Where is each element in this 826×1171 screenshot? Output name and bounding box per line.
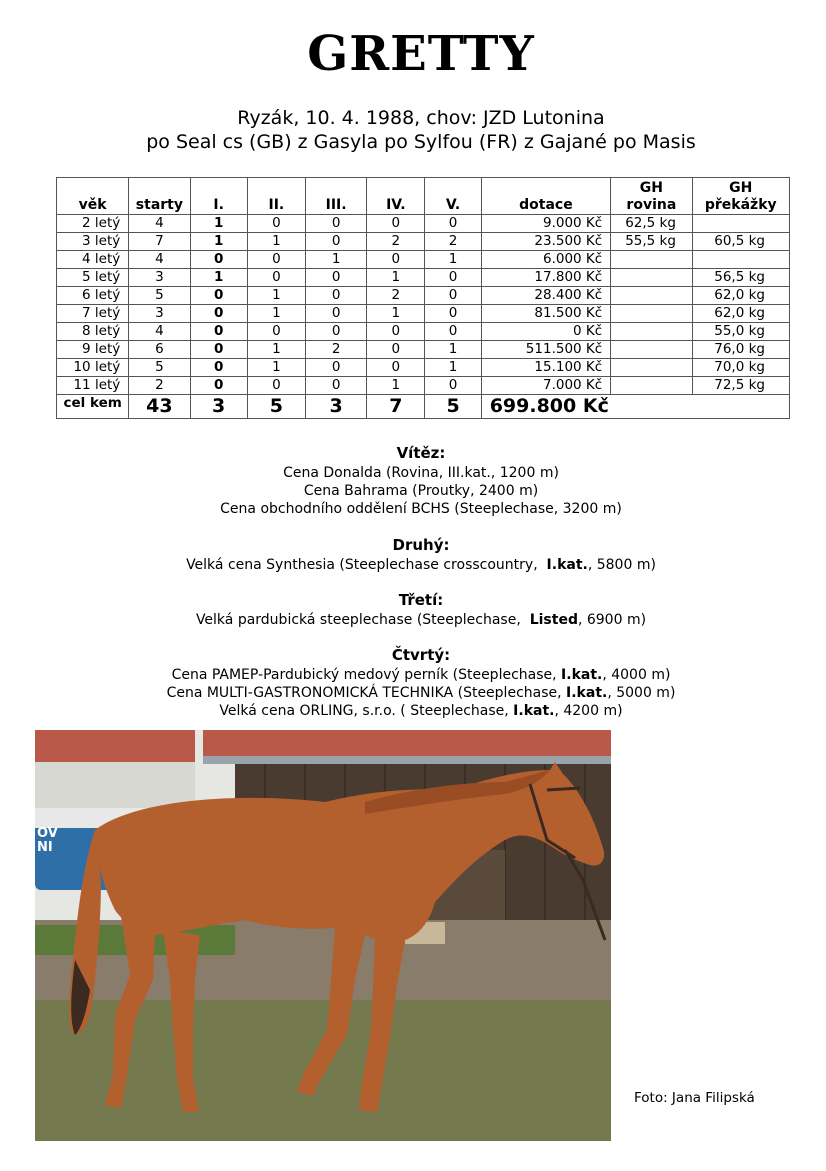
photo-credit: Foto: Jana Filipská <box>634 1090 755 1106</box>
column-header: I. <box>190 178 247 215</box>
table-cell: 0 <box>305 305 366 323</box>
race-entry-text: , 5000 m) <box>607 685 676 701</box>
column-header: GH překážky <box>692 178 789 215</box>
table-cell: 0 <box>190 251 247 269</box>
table-row <box>57 323 790 341</box>
race-entry <box>0 684 826 702</box>
table-cell: 0 <box>305 269 366 287</box>
pedigree-line: po Seal cs (GB) z Gasyla po Sylfou (FR) z Gajané po Masis <box>146 131 696 153</box>
race-entry-text: Listed <box>529 612 578 628</box>
table-cell: 0 <box>190 359 247 377</box>
table-cell: 1 <box>247 287 305 305</box>
table-cell: 1 <box>425 359 481 377</box>
total-cell: 3 <box>190 395 247 419</box>
column-header: dotace <box>481 178 611 215</box>
table-row <box>57 215 790 233</box>
table-cell: 0 <box>305 359 366 377</box>
table-cell: 0 <box>425 305 481 323</box>
roof-left <box>35 730 195 762</box>
table-cell: 0 Kč <box>481 323 611 341</box>
table-cell: 0 <box>190 287 247 305</box>
race-entry-text: Cena obchodního oddělení BCHS (Steeplechase, 3200 m) <box>220 501 622 517</box>
table-cell: 10 letý <box>57 359 129 377</box>
table-row <box>57 233 790 251</box>
table-cell: 9 letý <box>57 341 129 359</box>
table-cell: 1 <box>425 251 481 269</box>
table-cell: 9.000 Kč <box>481 215 611 233</box>
table-cell: 76,0 kg <box>692 341 789 359</box>
table-cell: 0 <box>367 341 425 359</box>
table-cell <box>692 251 789 269</box>
result-section <box>0 536 826 574</box>
table-cell: 56,5 kg <box>692 269 789 287</box>
table-cell <box>611 287 692 305</box>
total-cell: 5 <box>247 395 305 419</box>
table-cell: 2 letý <box>57 215 129 233</box>
total-cell: 699.800 Kč <box>481 395 789 419</box>
table-cell: 7 <box>129 233 190 251</box>
section-heading: Druhý: <box>392 536 450 554</box>
table-cell: 7 letý <box>57 305 129 323</box>
table-row <box>57 287 790 305</box>
total-row <box>57 395 790 419</box>
table-cell: 0 <box>247 251 305 269</box>
table-cell: 0 <box>425 377 481 395</box>
table-cell: 1 <box>367 377 425 395</box>
race-entry-text: Cena PAMEP-Pardubický medový perník (Steeplechase, <box>171 667 562 683</box>
table-cell: 1 <box>367 305 425 323</box>
table-cell: 28.400 Kč <box>481 287 611 305</box>
race-entry-text: , 5800 m) <box>587 557 656 573</box>
table-cell: 0 <box>367 251 425 269</box>
table-cell: 23.500 Kč <box>481 233 611 251</box>
table-cell: 5 <box>129 359 190 377</box>
table-cell: 2 <box>425 233 481 251</box>
table-cell: 0 <box>190 341 247 359</box>
table-cell: 1 <box>367 269 425 287</box>
table-row <box>57 341 790 359</box>
column-header: III. <box>305 178 366 215</box>
table-cell: 60,5 kg <box>692 233 789 251</box>
table-cell: 15.100 Kč <box>481 359 611 377</box>
table-cell: 0 <box>190 323 247 341</box>
table-cell: 0 <box>305 323 366 341</box>
horse-info-line: Ryzák, 10. 4. 1988, chov: JZD Lutonina <box>237 107 605 129</box>
table-cell: 0 <box>305 377 366 395</box>
table-cell: 5 <box>129 287 190 305</box>
table-cell: 2 <box>305 341 366 359</box>
table-cell: 0 <box>425 323 481 341</box>
section-heading: Vítěz: <box>396 444 446 462</box>
race-entry-text: Cena MULTI-GASTRONOMICKÁ TECHNIKA (Steeplechase, <box>166 685 567 701</box>
table-header-row <box>57 178 790 215</box>
table-cell: 4 <box>129 251 190 269</box>
table-cell: 1 <box>247 341 305 359</box>
race-entry <box>0 556 826 574</box>
column-header: starty <box>129 178 190 215</box>
table-cell: 511.500 Kč <box>481 341 611 359</box>
table-cell: 6 <box>129 341 190 359</box>
table-cell: 72,5 kg <box>692 377 789 395</box>
table-cell: 62,0 kg <box>692 305 789 323</box>
table-cell: 4 letý <box>57 251 129 269</box>
race-entry <box>0 500 826 518</box>
column-header: GH rovina <box>611 178 692 215</box>
table-cell: 4 <box>129 323 190 341</box>
table-cell: 0 <box>190 305 247 323</box>
race-entry <box>0 702 826 720</box>
table-cell: 0 <box>305 287 366 305</box>
table-cell: 3 <box>129 305 190 323</box>
table-cell: 3 letý <box>57 233 129 251</box>
table-row <box>57 251 790 269</box>
table-cell: 1 <box>425 341 481 359</box>
result-section <box>0 591 826 629</box>
table-cell: 0 <box>425 287 481 305</box>
table-cell: 0 <box>425 269 481 287</box>
race-entry-text: I.kat. <box>566 685 608 701</box>
table-cell: 0 <box>305 233 366 251</box>
horse-photo-image <box>35 730 611 1141</box>
total-cell: 5 <box>425 395 481 419</box>
table-cell: 0 <box>367 323 425 341</box>
table-cell: 6 letý <box>57 287 129 305</box>
table-row <box>57 377 790 395</box>
table-cell: 1 <box>247 359 305 377</box>
total-cell: 3 <box>305 395 366 419</box>
column-header: IV. <box>367 178 425 215</box>
table-cell: 0 <box>247 323 305 341</box>
horse-photo <box>35 730 611 1141</box>
table-cell: 1 <box>190 215 247 233</box>
table-cell: 7.000 Kč <box>481 377 611 395</box>
table-cell: 2 <box>367 233 425 251</box>
table-cell: 1 <box>247 305 305 323</box>
race-entry <box>0 611 826 629</box>
table-cell <box>611 377 692 395</box>
race-entry-text: Cena Bahrama (Proutky, 2400 m) <box>303 483 539 499</box>
table-cell <box>611 359 692 377</box>
table-cell: 2 <box>367 287 425 305</box>
table-cell: 17.800 Kč <box>481 269 611 287</box>
race-entry-text: I.kat. <box>561 667 603 683</box>
result-section <box>0 444 826 518</box>
race-entry <box>0 464 826 482</box>
table-cell: 0 <box>367 215 425 233</box>
table-cell: 0 <box>425 215 481 233</box>
trailer-lettering: OV <box>37 826 58 841</box>
table-cell: 6.000 Kč <box>481 251 611 269</box>
race-entry-text: I.kat. <box>513 703 555 719</box>
race-entry-text: , 6900 m) <box>577 612 647 628</box>
section-heading: Čtvrtý: <box>391 646 451 664</box>
race-statistics-table <box>56 177 790 419</box>
table-cell: 5 letý <box>57 269 129 287</box>
table-cell: 4 <box>129 215 190 233</box>
table-cell: 81.500 Kč <box>481 305 611 323</box>
race-entry-text: , 4000 m) <box>602 667 671 683</box>
horse-name-title: GRETTY <box>307 26 535 82</box>
table-cell: 0 <box>305 215 366 233</box>
column-header: II. <box>247 178 305 215</box>
total-label: cel kem <box>57 395 129 419</box>
table-cell <box>611 305 692 323</box>
table-cell <box>611 251 692 269</box>
table-cell: 11 letý <box>57 377 129 395</box>
column-header: V. <box>425 178 481 215</box>
result-section <box>0 646 826 720</box>
table-cell: 2 <box>129 377 190 395</box>
table-cell: 55,0 kg <box>692 323 789 341</box>
table-cell: 3 <box>129 269 190 287</box>
race-entry-text: I.kat. <box>546 557 588 573</box>
table-cell: 1 <box>247 233 305 251</box>
race-entry-text: Velká cena Synthesia (Steeplechase crosscountry, <box>186 557 547 573</box>
table-row <box>57 269 790 287</box>
table-cell: 1 <box>305 251 366 269</box>
table-cell <box>611 269 692 287</box>
table-cell: 0 <box>247 269 305 287</box>
race-entry-text: Velká pardubická steeplechase (Steeplechase, <box>195 612 530 628</box>
race-entry <box>0 482 826 500</box>
table-cell: 1 <box>190 269 247 287</box>
table-row <box>57 359 790 377</box>
total-cell: 43 <box>129 395 190 419</box>
table-cell <box>611 341 692 359</box>
race-entry-text: Cena Donalda (Rovina, III.kat., 1200 m) <box>283 465 559 481</box>
table-cell: 8 letý <box>57 323 129 341</box>
table-cell: 62,0 kg <box>692 287 789 305</box>
table-cell: 55,5 kg <box>611 233 692 251</box>
table-cell: 0 <box>190 377 247 395</box>
section-heading: Třetí: <box>398 591 444 609</box>
table-cell: 70,0 kg <box>692 359 789 377</box>
table-row <box>57 305 790 323</box>
column-header: věk <box>57 178 129 215</box>
trailer-lettering: NI <box>37 840 53 855</box>
race-entry <box>0 666 826 684</box>
table-cell: 0 <box>367 359 425 377</box>
race-entry-text: Velká cena ORLING, s.r.o. ( Steeplechase, <box>219 703 514 719</box>
total-cell: 7 <box>367 395 425 419</box>
roof-right <box>203 730 611 756</box>
table-cell: 1 <box>190 233 247 251</box>
table-cell: 62,5 kg <box>611 215 692 233</box>
table-cell <box>692 215 789 233</box>
table-cell: 0 <box>247 215 305 233</box>
race-entry-text: , 4200 m) <box>554 703 623 719</box>
table-cell <box>611 323 692 341</box>
table-cell: 0 <box>247 377 305 395</box>
